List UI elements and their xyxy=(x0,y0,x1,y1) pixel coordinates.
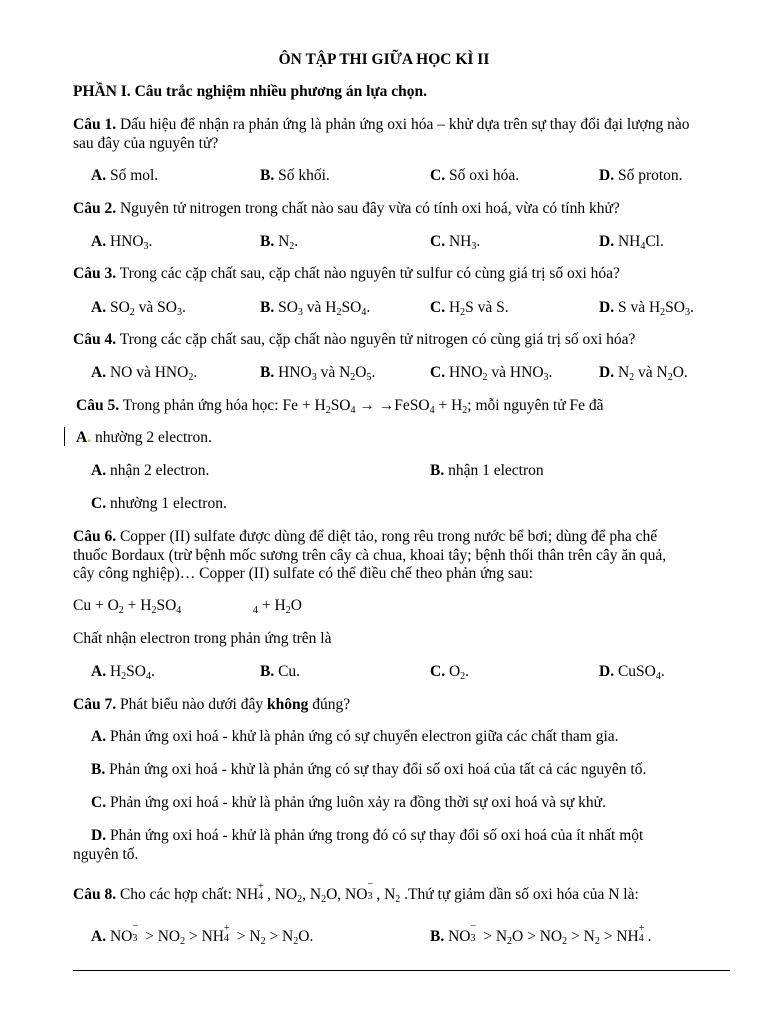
option-c: C. Phản ứng oxi hoá - khử là phản ứng luôn xảy ra đồng thời sự oxi hoá và sự khử. xyxy=(91,794,606,811)
option-a: A. NO − $3 > NO_2$ > NH + $4 > N_2 > N_2O$. xyxy=(91,921,314,947)
option-d: D. Số proton. xyxy=(599,167,683,184)
option-c: C. nhường 1 electron. xyxy=(91,495,227,512)
part-rest: . Câu trắc nghiệm nhiều phương án lựa chọn. xyxy=(126,83,428,100)
option-b: B. NO − $3 > N_2O > NO_2 > N_2$ > NH + 4 . xyxy=(430,921,652,947)
option-a: A. $H_2SO_4$. xyxy=(91,663,155,682)
question-6-cont: cây công nghiệp)… Copper (II) sulfate có thể điều chế theo phản ứng sau: xyxy=(73,565,533,582)
option-c: C. $O_2$. xyxy=(430,663,470,682)
question-text: Nguyên tử nitrogen trong chất nào sau đây vừa có tính oxi hoá, vừa có tính khử? xyxy=(119,200,620,217)
question-text: Dấu hiệu để nhận ra phản ứng là phản ứng oxi hóa – khử dựa trên sự thay đổi đại lượng nào xyxy=(119,116,690,133)
option-b: B. Phản ứng oxi hoá - khử là phản ứng có sự thay đổi số oxi hoá của tất cả các nguyên tố. xyxy=(91,761,647,778)
option-d: D. CuSO$_4$. xyxy=(599,663,665,682)
document-title: ÔN TẬP THI GIỮA HỌC KÌ II xyxy=(278,51,490,68)
option-c: C. Số oxi hóa. xyxy=(430,167,520,184)
question-6: Câu 6. Copper (II) sulfate được dùng để diệt tảo, rong rêu trong nước bể bơi; dùng để pha chế xyxy=(73,528,658,545)
option-d-cont: nguyên tố. xyxy=(73,846,139,863)
question-3: Câu 3. Trong các cặp chất sau, cặp chất nào nguyên tử sulfur có cùng giá trị số oxi hóa? xyxy=(73,265,620,282)
option-d: D. S và $H_2SO_3$. xyxy=(599,299,694,318)
option-a: A. $SO_2$ và $SO_3$. xyxy=(91,299,186,318)
question-2: Câu 2. Nguyên tử nitrogen trong chất nào sau đây vừa có tính oxi hoá, vừa có tính khử? xyxy=(73,200,620,217)
question-7: Câu 7. Phát biểu nào dưới đây không đúng? xyxy=(73,696,351,713)
stray-option-a[interactable]: A. nhường 2 electron. xyxy=(76,429,212,446)
option-b: B. Số khối. xyxy=(260,167,330,184)
question-1 xyxy=(73,115,690,134)
option-d: D. $N_2$ và $N_2O$. xyxy=(599,364,688,383)
text-cursor xyxy=(64,427,65,446)
question-number: Câu 1. xyxy=(73,116,117,133)
question-6-cont: thuốc Bordaux (trừ bệnh mốc sương trên cây cà chua, khoai tây; bệnh thối thân trên cây ăn quả, xyxy=(73,547,667,564)
option-d: D. Phản ứng oxi hoá - khử là phản ứng trong đó có sự thay đổi số oxi hoá của ít nhất một xyxy=(91,827,644,844)
option-b: B. $HNO_3$ và $N_2O_5$. xyxy=(260,364,376,383)
option-c: C. $H_2S$ và S. xyxy=(430,299,509,318)
question-text: Trong các cặp chất sau, cặp chất nào nguyên tử nitrogen có cùng giá trị số oxi hóa? xyxy=(119,331,636,348)
question-1-cont: sau đây của nguyên tử? xyxy=(73,135,219,152)
option-a: A. nhận 2 electron. xyxy=(91,462,210,479)
option-c: C. $HNO_2$ và $HNO_3$. xyxy=(430,364,553,383)
reaction-equation-left: $Cu + O_2 + H_2SO_4$ xyxy=(73,597,182,616)
part-heading xyxy=(73,82,427,101)
option-a: A. $HNO_3$. xyxy=(91,233,153,252)
option-c: C. $NH_3$. xyxy=(430,233,481,252)
question-text: Trong các cặp chất sau, cặp chất nào nguyên tử sulfur có cùng giá trị số oxi hóa? xyxy=(119,265,620,282)
option-a: A. Phản ứng oxi hoá - khử là phản ứng có sự chuyển electron giữa các chất tham gia. xyxy=(91,728,619,745)
question-5: Câu 5. Trong phản ứng hóa học: $Fe + H_2SO_4$ → →FeSO$_4$ + $H_2$; mỗi nguyên tử Fe đã xyxy=(76,397,604,416)
option-b: B. Cu. xyxy=(260,663,301,680)
option-b: B. $N_2$. xyxy=(260,233,299,252)
option-b: B. $SO_3$ và $H_2SO_4$. xyxy=(260,299,371,318)
option-d: D. $NH_4Cl$. xyxy=(599,233,664,252)
question-8: Câu 8. Cho các hợp chất: NH + 4 , $NO_2$, $N_2O$, NO − 3 , $N_2$ .Thứ tự giảm dần số oxi hóa của N là: xyxy=(73,879,639,905)
arrow-icon: → → xyxy=(359,397,395,414)
option-a: A. Số mol. xyxy=(91,167,159,184)
question-4: Câu 4. Trong các cặp chất sau, cặp chất nào nguyên tử nitrogen có cùng giá trị số oxi hóa? xyxy=(73,331,636,348)
option-b: B. nhận 1 electron xyxy=(430,462,544,479)
page-footer-rule xyxy=(73,970,730,971)
reaction-equation-right: $_4 + H_2O$ xyxy=(253,597,302,616)
option-a: A. NO và $HNO_2$. xyxy=(91,364,198,383)
question-6-prompt: Chất nhận electron trong phản ứng trên là xyxy=(73,630,332,647)
part-label: PHẦN I xyxy=(73,83,127,100)
